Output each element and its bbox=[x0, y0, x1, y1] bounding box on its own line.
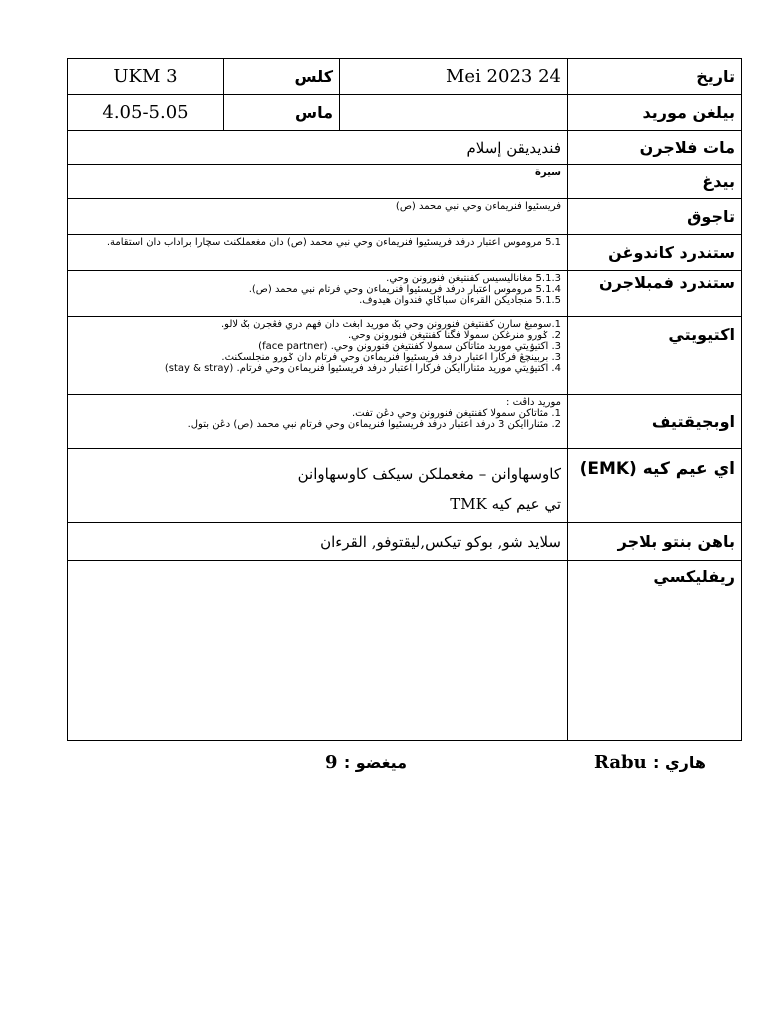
row-objective bbox=[68, 395, 742, 449]
content-standard-label: ستندرد کاندوغن bbox=[568, 235, 742, 271]
footer-week bbox=[325, 752, 407, 773]
footer-day bbox=[594, 752, 706, 773]
students-value bbox=[340, 95, 568, 131]
date-label: تاريخ bbox=[568, 59, 742, 95]
topic-value: فريسئيوا فنريماءن وحي نبي محمد (ص) bbox=[68, 199, 568, 235]
objective-intro: موريد داڤت : bbox=[506, 397, 561, 408]
subject-value: فنديديقن إسلام bbox=[68, 131, 568, 165]
objective-item: 2. مثناراايكن 3 درفد اعتبار درفد فريسئيوا فنريماءن وحي فرتام نبي محمد (ص) دڠن بتول. bbox=[187, 419, 561, 430]
objective-item: 1. مثاتاكن سمولا كفنتيغن فنورونن وحي دڠن تفت. bbox=[351, 408, 561, 419]
row-field bbox=[68, 165, 742, 199]
learning-standard-label: ستندرد فمبلاجرن bbox=[568, 271, 742, 317]
objective-list bbox=[68, 395, 568, 449]
students-label: بيلغن موريد bbox=[568, 95, 742, 131]
activity-item: 1.سومبغ سارن كفنتيغن فنورونن وحي بݢ موريد ابغث دان فهم دري فڠجرن بݢ لالو. bbox=[220, 319, 561, 330]
row-topic bbox=[68, 199, 742, 235]
week-value: 9 bbox=[325, 752, 338, 773]
activity-item: 3. بربينچڠ فركارا اعتبار درفد فريسئيوا فنريماءن وحي فرتام دان ݢورو منجلسكنث. bbox=[221, 352, 561, 363]
row-activity bbox=[68, 317, 742, 395]
date-value: Mei 2023 24 bbox=[340, 59, 568, 95]
row-emk bbox=[68, 449, 742, 523]
class-label: کلس bbox=[224, 59, 340, 95]
emk-cell bbox=[68, 449, 568, 523]
day-label: هاري : bbox=[653, 753, 706, 772]
tmk-value: تي عيم كيه TMK bbox=[450, 495, 561, 513]
row-materials bbox=[68, 523, 742, 561]
learning-standard-item: 5.1.3 مغاناليسيس كفنتيغن فنورونن وحي. bbox=[386, 273, 561, 284]
subject-label: مات فلاجرن bbox=[568, 131, 742, 165]
reflection-label: ريفليكسي bbox=[568, 561, 742, 741]
week-label: ميغضو : bbox=[343, 753, 408, 772]
activity-item: 4. اكتيۏيتي موريد مثناراايكن فركارا اعتبار درفد فريسئيوا فنريماءن وحي فرتام. (stay & stray) bbox=[164, 363, 561, 374]
field-value: سيرة bbox=[68, 165, 568, 199]
row-content-standard bbox=[68, 235, 742, 271]
row-learning-standard bbox=[68, 271, 742, 317]
materials-label: باهن بنتو بلاجر bbox=[568, 523, 742, 561]
learning-standard-list bbox=[68, 271, 568, 317]
row-reflection bbox=[68, 561, 742, 741]
emk-label: اي عيم كيه (EMK) bbox=[568, 449, 742, 523]
reflection-value bbox=[68, 561, 568, 741]
activity-label: اکتيويتي bbox=[568, 317, 742, 395]
content-standard-value: 5.1 مروموس اعتبار درفد فريسئيوا فنريماءن وحي نبي محمد (ص) دان مغعملكنث سچارا براداب دان استقامة. bbox=[68, 235, 568, 271]
materials-value: سلايد شو, بوكو تيكس,ليقتوفو, القرءان bbox=[68, 523, 568, 561]
field-label: بيدغ bbox=[568, 165, 742, 199]
activity-item: 2. ݢورو منرغكن سمولا فگنا كفنتيغن فنورونن وحي. bbox=[348, 330, 561, 341]
row-students-time bbox=[68, 95, 742, 131]
time-value: 4.05-5.05 bbox=[68, 95, 224, 131]
topic-label: تاجوق bbox=[568, 199, 742, 235]
learning-standard-item: 5.1.4 مروموس اعتبار درفد فريسئيوا فنريماءن وحي فرتام نبي محمد (ص). bbox=[248, 284, 561, 295]
class-value: UKM 3 bbox=[68, 59, 224, 95]
lesson-plan-table bbox=[67, 58, 742, 741]
emk-value: كاوسهاوانن – مغعملكن سيكف كاوسهاوانن bbox=[297, 465, 561, 483]
objective-label: اوبجيقتيف bbox=[568, 395, 742, 449]
row-date bbox=[68, 59, 742, 95]
time-label: ماس bbox=[224, 95, 340, 131]
row-subject bbox=[68, 131, 742, 165]
activity-item: 3. اكتيۏيتي موريد مثاتاكن سمولا كفنتيغن فنورونن وحي. (face partner) bbox=[258, 341, 561, 352]
learning-standard-item: 5.1.5 منجاديكن القرءان سباݢاي فندوان هيدوف. bbox=[359, 295, 561, 306]
day-value: Rabu bbox=[594, 752, 647, 773]
activity-list bbox=[68, 317, 568, 395]
